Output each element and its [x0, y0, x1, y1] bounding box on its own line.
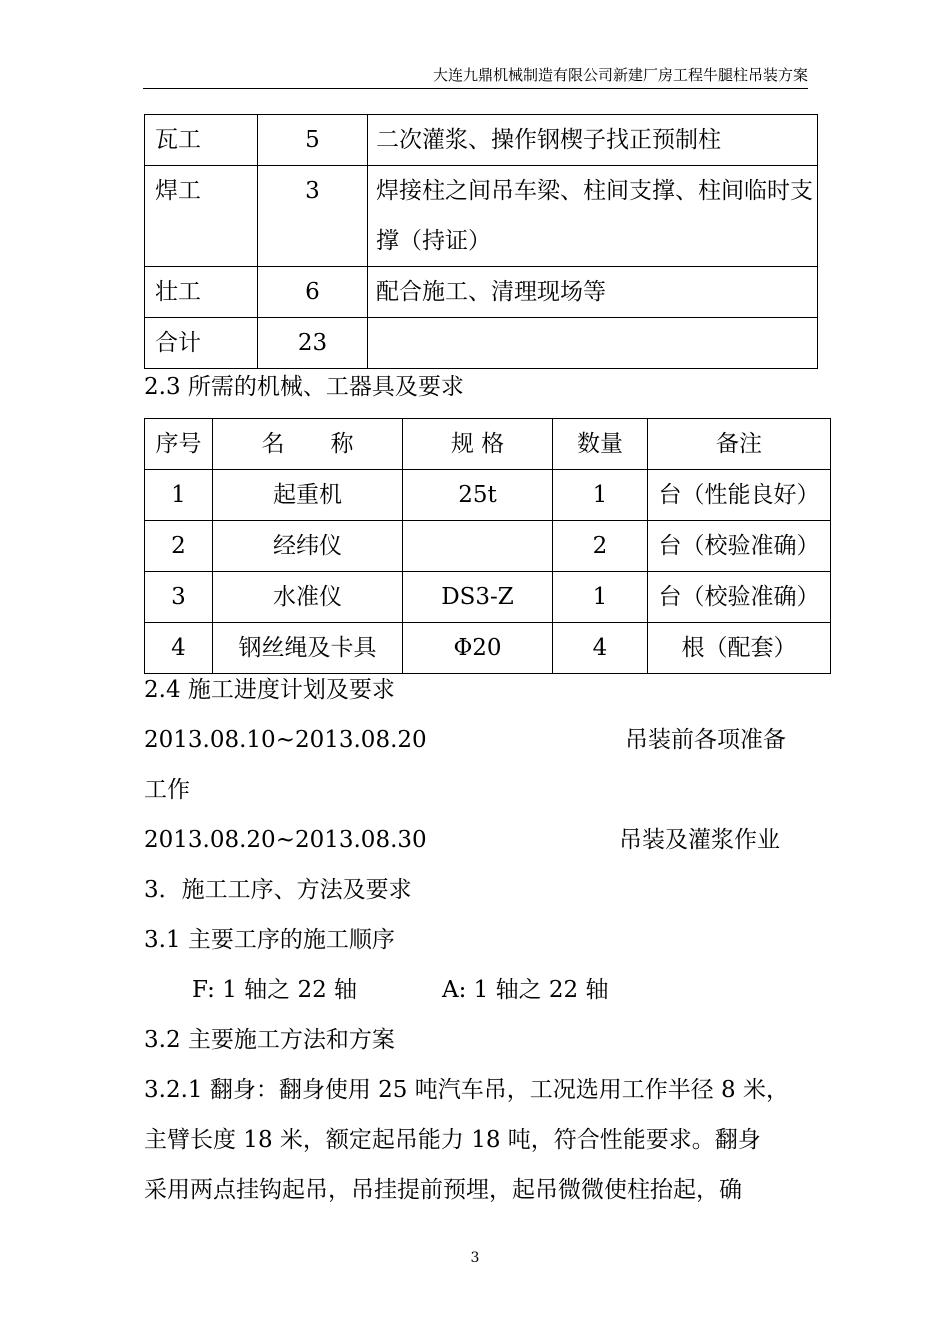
qty-cell: 1 — [553, 470, 648, 521]
table-row — [145, 318, 818, 369]
name-cell: 经纬仪 — [213, 521, 403, 572]
no-cell: 2 — [145, 521, 213, 572]
axis-f-sequence: F: 1 轴之 22 轴 — [192, 977, 358, 1003]
note-cell: 台（校验准确） — [648, 521, 831, 572]
column-header: 数量 — [553, 419, 648, 470]
header-rule — [143, 88, 808, 89]
spec-cell: 25t — [403, 470, 553, 521]
section-heading-3-2: 3.2 主要施工方法和方案 — [144, 1027, 395, 1053]
table-row — [145, 470, 831, 521]
task-cell — [368, 318, 818, 369]
table-row — [145, 267, 818, 318]
trade-cell: 壮工 — [145, 267, 258, 318]
trade-cell: 焊工 — [145, 166, 258, 267]
trade-cell: 合计 — [145, 318, 258, 369]
no-cell: 3 — [145, 572, 213, 623]
task-cell: 配合施工、清理现场等 — [368, 267, 818, 318]
table-row — [145, 572, 831, 623]
no-cell: 1 — [145, 470, 213, 521]
table-row — [145, 521, 831, 572]
schedule-task: 吊装前各项准备 — [625, 727, 786, 753]
schedule-task-continued: 工作 — [144, 777, 190, 803]
note-cell: 台（校验准确） — [648, 572, 831, 623]
section-heading-2-4: 2.4 施工进度计划及要求 — [144, 677, 395, 703]
schedule-task: 吊装及灌浆作业 — [619, 827, 780, 853]
spec-cell: DS3-Z — [403, 572, 553, 623]
spec-cell: Φ20 — [403, 623, 553, 674]
qty-cell: 1 — [553, 572, 648, 623]
trade-cell: 瓦工 — [145, 115, 258, 166]
qty-cell: 2 — [553, 521, 648, 572]
name-cell: 钢丝绳及卡具 — [213, 623, 403, 674]
name-cell: 水准仪 — [213, 572, 403, 623]
column-header: 备注 — [648, 419, 831, 470]
task-cell: 二次灌浆、操作钢楔子找正预制柱 — [368, 115, 818, 166]
table-row — [145, 166, 818, 267]
section-heading-3: 3．施工工序、方法及要求 — [144, 877, 412, 903]
count-cell: 5 — [258, 115, 368, 166]
labor-table — [144, 114, 818, 369]
page-header: 大连九鼎机械制造有限公司新建厂房工程牛腿柱吊装方案 — [432, 66, 808, 84]
note-cell: 台（性能良好） — [648, 470, 831, 521]
count-cell: 6 — [258, 267, 368, 318]
count-cell: 3 — [258, 166, 368, 267]
column-header: 规 格 — [403, 419, 553, 470]
table-row — [145, 115, 818, 166]
body-line: 3.2.1 翻身：翻身使用 25 吨汽车吊，工况选用工作半径 8 米， — [144, 1077, 789, 1103]
name-cell: 起重机 — [213, 470, 403, 521]
page-number: 3 — [470, 1250, 480, 1266]
count-cell: 23 — [258, 318, 368, 369]
axis-a-sequence: A: 1 轴之 22 轴 — [442, 977, 609, 1003]
task-cell: 焊接柱之间吊车梁、柱间支撑、柱间临时支撑（持证） — [368, 166, 818, 267]
spec-cell — [403, 521, 553, 572]
no-cell: 4 — [145, 623, 213, 674]
section-heading-3-1: 3.1 主要工序的施工顺序 — [144, 927, 395, 953]
column-header: 序号 — [145, 419, 213, 470]
note-cell: 根（配套） — [648, 623, 831, 674]
schedule-period: 2013.08.20~2013.08.30 — [144, 827, 427, 853]
body-line: 采用两点挂钩起吊，吊挂提前预埋，起吊微微使柱抬起，确 — [144, 1177, 742, 1203]
table-header-row — [145, 419, 831, 470]
section-heading-2-3: 2.3 所需的机械、工器具及要求 — [144, 374, 464, 400]
equipment-table — [144, 418, 831, 674]
qty-cell: 4 — [553, 623, 648, 674]
schedule-period: 2013.08.10~2013.08.20 — [144, 727, 427, 753]
body-line: 主臂长度 18 米，额定起吊能力 18 吨，符合性能要求。翻身 — [144, 1127, 761, 1153]
column-header: 名 称 — [213, 419, 403, 470]
